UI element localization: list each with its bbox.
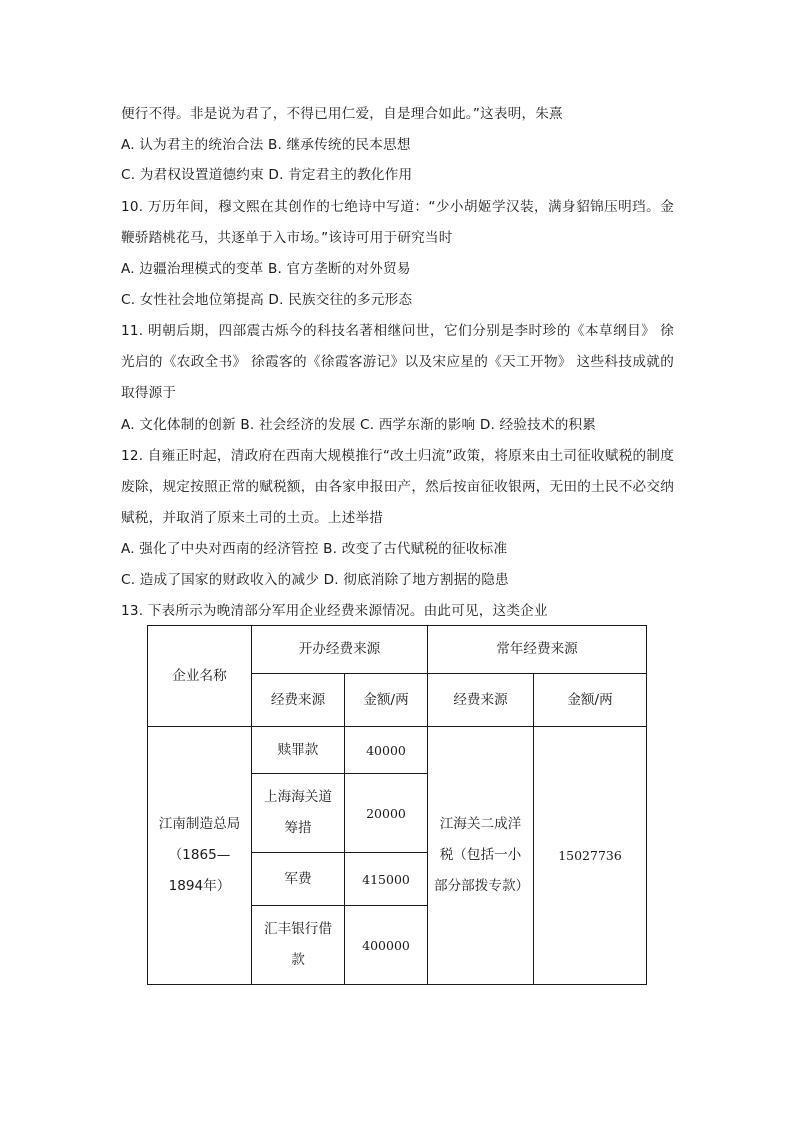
header-annual-funding: 常年经费来源 [428, 626, 647, 674]
annual-amount-cell: 15027736 [534, 727, 647, 985]
annual-source-cell: 江海关二成洋税（包括一小部分部拨专款） [428, 727, 534, 985]
question-12: 12. 自雍正时起，清政府在西南大规模推行“改土归流”政策，将原来由土司征收赋税的制度 [121, 448, 674, 464]
source-cell: 赎罪款 [252, 727, 345, 774]
text-line: 赋税，并取消了原来土司的土贡。上述举措 [121, 510, 384, 526]
option-line: A. 文化体制的创新 B. 社会经济的发展 C. 西学东渐的影响 D. 经验技术的积累 [121, 417, 597, 433]
option-line: C. 为君权设置道德约束 D. 肯定君主的教化作用 [121, 167, 413, 183]
option-line: C. 造成了国家的财政收入的减少 D. 彻底消除了地方割据的隐患 [121, 572, 509, 588]
header-amount: 金额/两 [345, 674, 428, 727]
source-cell: 汇丰银行借款 [252, 906, 345, 985]
text-line: 废除，规定按照正常的赋税额，由各家申报田产，然后按亩征收银两，无田的土民不必交纳 [121, 479, 674, 495]
funding-table [147, 625, 647, 985]
question-10: 10. 万历年间，穆文熙在其创作的七绝诗中写道：“少小胡姬学汉装，满身貂锦压明珰。金 [121, 199, 674, 215]
header-source: 经费来源 [428, 674, 534, 727]
source-cell: 军费 [252, 853, 345, 906]
question-13: 13. 下表所示为晚清部分军用企业经费来源情况。由此可见，这类企业 [121, 603, 548, 619]
amount-cell: 415000 [345, 853, 428, 906]
option-line: A. 边疆治理模式的变革 B. 官方垄断的对外贸易 [121, 261, 411, 277]
enterprise-cell: 江南制造总局（1865—1894年） [148, 727, 252, 985]
header-amount: 金额/两 [534, 674, 647, 727]
option-line: C. 女性社会地位第提高 D. 民族交往的多元形态 [121, 292, 413, 308]
amount-cell: 20000 [345, 774, 428, 853]
text-line: 鞭骄踏桃花马，共逐单于入市场。”该诗可用于研究当时 [121, 230, 453, 246]
amount-cell: 400000 [345, 906, 428, 985]
source-cell: 上海海关道筹措 [252, 774, 345, 853]
header-source: 经费来源 [252, 674, 345, 727]
text-line: 取得源于 [121, 385, 177, 401]
text-line: 便行不得。非是说为君了，不得已用仁爱，自是理合如此。”这表明，朱熹 [121, 106, 563, 122]
header-enterprise-name: 企业名称 [148, 626, 252, 727]
amount-cell: 40000 [345, 727, 428, 774]
option-line: A. 强化了中央对西南的经济管控 B. 改变了古代赋税的征收标准 [121, 541, 508, 557]
option-line: A. 认为君主的统治合法 B. 继承传统的民本思想 [121, 137, 411, 153]
header-startup-funding: 开办经费来源 [252, 626, 428, 674]
question-11: 11. 明朝后期，四部震古烁今的科技名著相继问世，它们分别是李时珍的《本草纲目》 徐 [121, 323, 674, 339]
text-line: 光启的《农政全书》 徐霞客的《徐霞客游记》以及宋应星的《天工开物》 这些科技成就的 [121, 354, 674, 370]
